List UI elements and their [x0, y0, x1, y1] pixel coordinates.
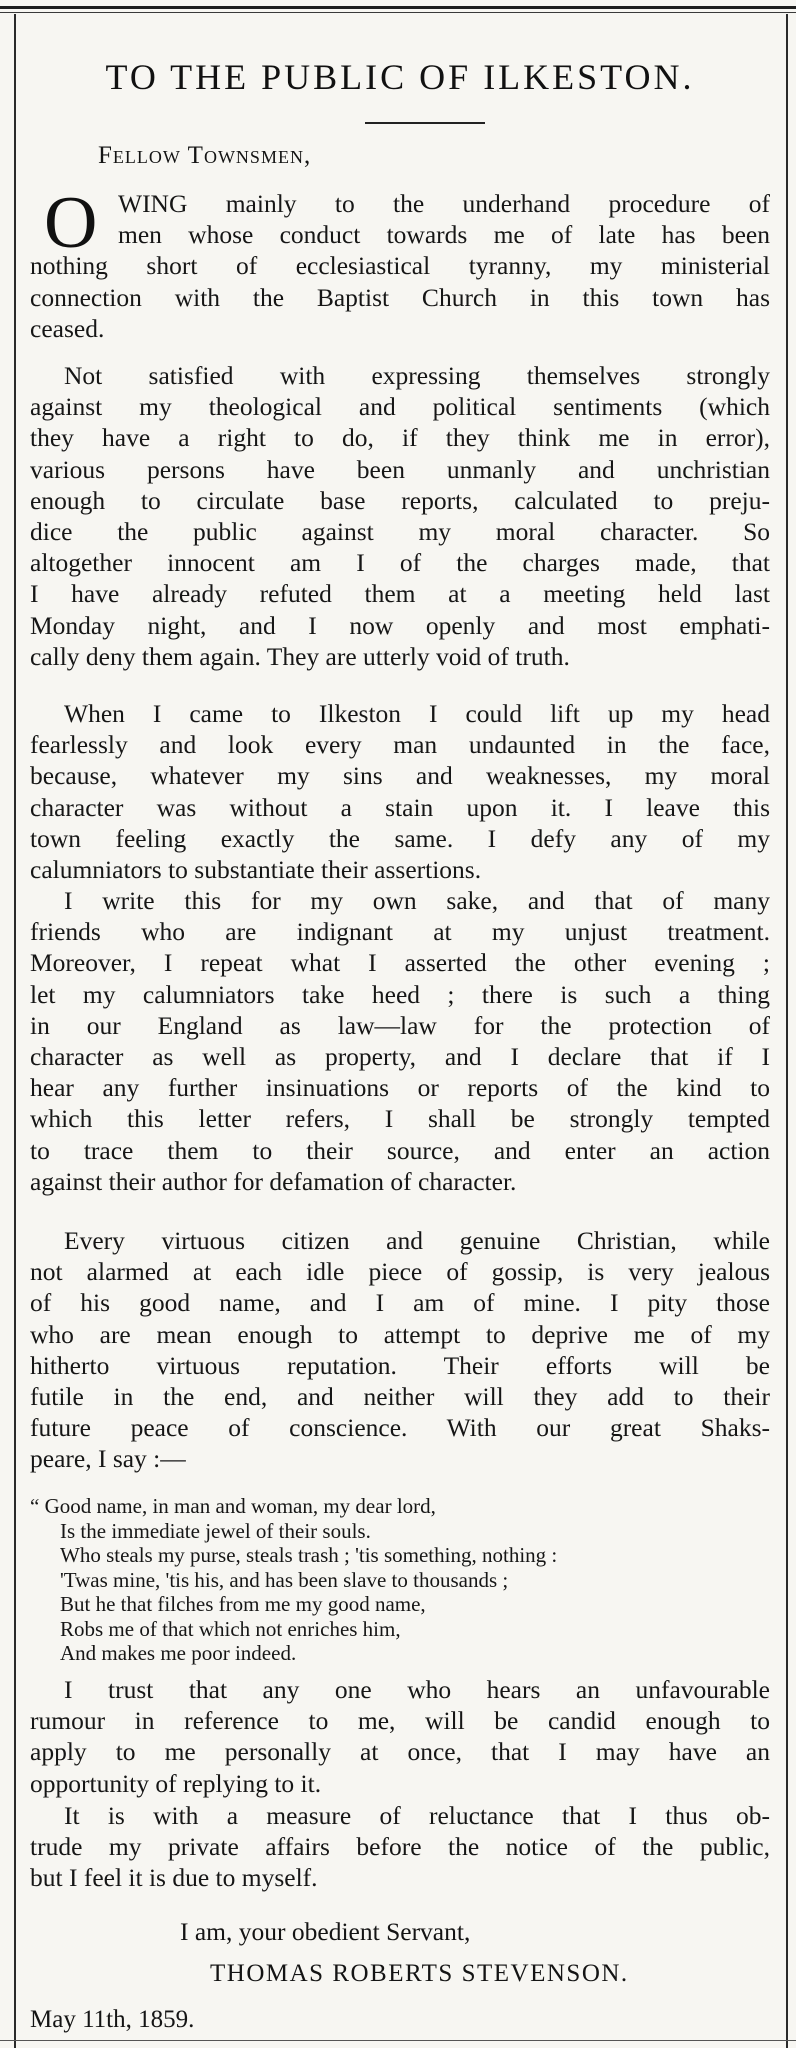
- letter-line: dice the public against my moral character. So: [30, 517, 770, 546]
- closing-line: I am, your obedient Servant,: [180, 1917, 471, 1946]
- letter-line: to trace them to their source, and enter an action: [30, 1136, 770, 1165]
- letter-line: peare, I say :—: [30, 1444, 186, 1473]
- quotation-line: 'Twas mine, 'tis his, and has been slave to thousands ;: [60, 1568, 509, 1592]
- letter-line: nothing short of ecclesiastical tyranny, my ministerial: [30, 251, 770, 280]
- bottom-rule: [0, 2040, 796, 2041]
- letter-line: calumniators to substantiate their assertions.: [30, 855, 482, 884]
- letter-line: futile in the end, and neither will they add to their: [30, 1382, 770, 1411]
- quotation-line: Who steals my purse, steals trash ; 'tis something, nothing :: [60, 1543, 558, 1567]
- letter-line: town feeling exactly the same. I defy any of my: [30, 824, 770, 853]
- letter-line: I write this for my own sake, and that of many: [64, 886, 770, 915]
- letter-line: they have a right to do, if they think me in error),: [30, 423, 770, 452]
- letter-title: TO THE PUBLIC OF ILKESTON.: [105, 57, 695, 97]
- letter-line: which this letter refers, I shall be strongly tempted: [30, 1104, 770, 1133]
- top-border-rule-thin: [0, 12, 796, 13]
- letter-line: connection with the Baptist Church in this town has: [30, 283, 770, 312]
- letter-line: who are mean enough to attempt to deprive me of my: [30, 1320, 770, 1349]
- letter-line: When I came to Ilkeston I could lift up my head: [64, 699, 770, 728]
- letter-line: character as well as property, and I declare that if I: [30, 1042, 770, 1071]
- letter-line: men whose conduct towards me of late has been: [118, 220, 770, 249]
- letter-line: Every virtuous citizen and genuine Christian, while: [64, 1226, 770, 1255]
- letter-line: of his good name, and I am of mine. I pity those: [30, 1288, 770, 1317]
- letter-line: against their author for defamation of character.: [30, 1167, 517, 1196]
- quotation-line: But he that filches from me my good name,: [60, 1592, 426, 1616]
- letter-line: hitherto virtuous reputation. Their efforts will be: [30, 1351, 770, 1380]
- letter-line: rumour in reference to me, will be candid enough to: [30, 1706, 770, 1735]
- title-divider: [365, 122, 485, 124]
- letter-line: Not satisfied with expressing themselves strongly: [64, 361, 770, 390]
- right-column-rule: [786, 14, 788, 2048]
- left-column-rule: [14, 14, 16, 2048]
- letter-line: not alarmed at each idle piece of gossip, is very jealous: [30, 1257, 770, 1286]
- letter-line: apply to me personally at once, that I may have an: [30, 1737, 770, 1766]
- letter-line: cally deny them again. They are utterly void of truth.: [30, 642, 570, 671]
- letter-line: opportunity of replying to it.: [30, 1769, 322, 1798]
- drop-cap: O: [44, 182, 98, 264]
- signature: THOMAS ROBERTS STEVENSON.: [210, 1960, 629, 1987]
- letter-line: various persons have been unmanly and unchristian: [30, 455, 770, 484]
- quotation-line: Robs me of that which not enriches him,: [60, 1617, 401, 1641]
- salutation: Fellow Townsmen,: [98, 142, 312, 169]
- letter-line: Monday night, and I now openly and most emphati-: [30, 611, 770, 640]
- letter-line: ceased.: [30, 314, 105, 343]
- quotation-line: Is the immediate jewel of their souls.: [60, 1519, 371, 1543]
- letter-line: I have already refuted them at a meeting held last: [30, 579, 770, 608]
- letter-line: trude my private affairs before the notice of the public,: [30, 1832, 770, 1861]
- letter-line: character was without a stain upon it. I leave this: [30, 793, 770, 822]
- letter-line: I trust that any one who hears an unfavourable: [64, 1675, 770, 1704]
- quotation-line: “ Good name, in man and woman, my dear lord,: [30, 1494, 436, 1518]
- letter-line: in our England as law—law for the protection of: [30, 1011, 770, 1040]
- quotation-line: And makes me poor indeed.: [60, 1641, 297, 1665]
- letter-line: but I feel it is due to myself.: [30, 1863, 318, 1892]
- letter-date: May 11th, 1859.: [30, 2006, 195, 2033]
- letter-line: fearlessly and look every man undaunted in the face,: [30, 730, 770, 759]
- letter-line: WING mainly to the underhand procedure of: [118, 189, 770, 218]
- letter-line: enough to circulate base reports, calculated to preju-: [30, 486, 770, 515]
- letter-line: It is with a measure of reluctance that I thus ob-: [64, 1801, 770, 1830]
- letter-line: hear any further insinuations or reports of the kind to: [30, 1073, 770, 1102]
- top-border-rule: [0, 6, 796, 9]
- letter-line: let my calumniators take heed ; there is such a thing: [30, 980, 770, 1009]
- letter-line: friends who are indignant at my unjust treatment.: [30, 917, 770, 946]
- letter-line: against my theological and political sentiments (which: [30, 392, 770, 421]
- letter-line: Moreover, I repeat what I asserted the other evening ;: [30, 948, 770, 977]
- letter-line: future peace of conscience. With our great Shaks-: [30, 1413, 770, 1442]
- letter-line: because, whatever my sins and weaknesses, my moral: [30, 761, 770, 790]
- letter-line: altogether innocent am I of the charges made, that: [30, 548, 770, 577]
